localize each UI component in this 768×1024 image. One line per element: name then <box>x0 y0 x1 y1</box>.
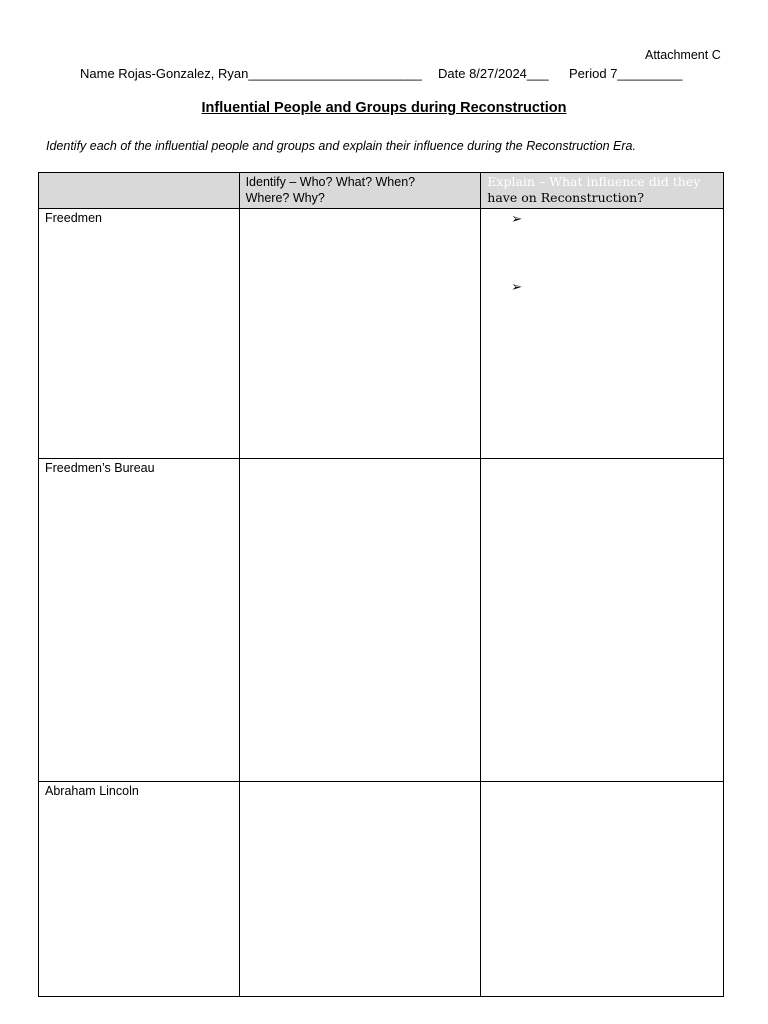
date-field: Date 8/27/2024___ <box>438 66 549 81</box>
instructions: Identify each of the influential people and groups and explain their influence during the Reconstruction Era. <box>46 139 636 153</box>
worksheet-table <box>38 172 724 997</box>
period-field: Period 7_________ <box>569 66 683 81</box>
header-blank-cell <box>39 173 240 209</box>
identify-cell-freedmens-bureau[interactable] <box>239 459 481 782</box>
row-label-freedmen: Freedmen <box>39 209 240 459</box>
header-explain-line1: Explain – What influence did they <box>487 174 701 189</box>
header-identify-line2: Where? Why? <box>245 191 325 205</box>
bullet-arrow-icon: ➢ <box>511 279 523 294</box>
identify-cell-freedmen[interactable] <box>239 209 481 459</box>
row-label-abraham-lincoln: Abraham Lincoln <box>39 782 240 997</box>
header-explain-line2: have on Reconstruction? <box>487 190 644 205</box>
explain-cell-abraham-lincoln[interactable] <box>481 782 724 997</box>
header-explain <box>481 173 724 209</box>
identify-cell-abraham-lincoln[interactable] <box>239 782 481 997</box>
name-field: Name Rojas-Gonzalez, Ryan________________________ <box>80 66 422 81</box>
attachment-label: Attachment C <box>645 48 721 62</box>
header-identify-line1: Identify – Who? What? When? <box>245 175 416 189</box>
table-row <box>39 459 724 782</box>
row-label-freedmens-bureau: Freedmen’s Bureau <box>39 459 240 782</box>
header-identify <box>239 173 481 209</box>
table-header-row <box>39 173 724 209</box>
table-row <box>39 209 724 459</box>
table-row <box>39 782 724 997</box>
page-title: Influential People and Groups during Reconstruction <box>201 100 567 116</box>
bullet-arrow-icon: ➢ <box>511 211 523 226</box>
explain-cell-freedmen[interactable] <box>481 209 724 459</box>
explain-cell-freedmens-bureau[interactable] <box>481 459 724 782</box>
